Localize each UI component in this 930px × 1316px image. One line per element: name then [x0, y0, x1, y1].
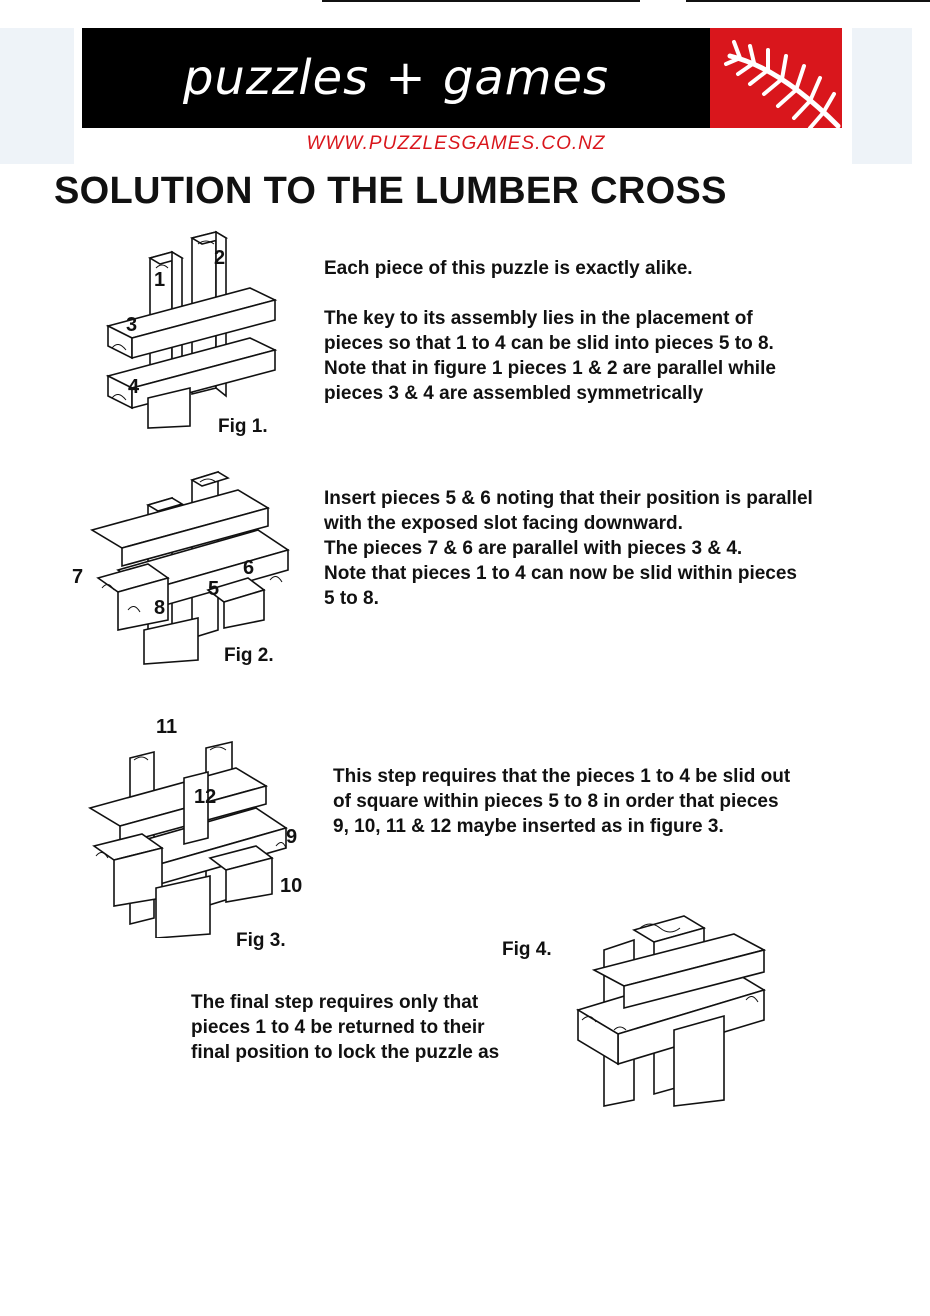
- step4-line: pieces 1 to 4 be returned to their: [191, 1017, 485, 1038]
- fig1-caption: Fig 1.: [218, 416, 268, 437]
- website-url[interactable]: WWW.PUZZLESGAMES.CO.NZ: [306, 133, 606, 154]
- top-rule-right: [686, 0, 930, 2]
- step1-text: [324, 256, 884, 406]
- fig3-label-12: 12: [194, 786, 217, 808]
- fig3-caption: Fig 3.: [236, 930, 286, 951]
- fig3-label-9: 9: [286, 826, 298, 848]
- step2-line: 5 to 8.: [324, 588, 379, 609]
- figure-2-diagram: [88, 460, 298, 665]
- fig4-caption: Fig 4.: [502, 939, 552, 960]
- step2-line: with the exposed slot facing downward.: [324, 513, 683, 534]
- fig1-label-1: 1: [154, 269, 166, 291]
- fig3-label-10: 10: [280, 875, 303, 897]
- brand-banner: [82, 28, 710, 128]
- page-title: SOLUTION TO THE LUMBER CROSS: [54, 170, 727, 212]
- step1-line: pieces 3 & 4 are assembled symmetrically: [324, 383, 704, 404]
- fig2-label-7: 7: [72, 566, 84, 588]
- step1-intro: Each piece of this puzzle is exactly alike.: [324, 258, 693, 279]
- fig2-label-8: 8: [154, 597, 166, 619]
- step2-text: [324, 486, 914, 611]
- step2-line: The pieces 7 & 6 are parallel with pieces 3 & 4.: [324, 538, 743, 559]
- step1-line: pieces so that 1 to 4 can be slid into pieces 5 to 8.: [324, 333, 774, 354]
- fern-logo: [710, 28, 842, 128]
- step2-line: Note that pieces 1 to 4 can now be slid within pieces: [324, 563, 797, 584]
- fig1-label-3: 3: [126, 314, 138, 336]
- fig1-label-4: 4: [128, 376, 140, 398]
- step4-line: final position to lock the puzzle as: [191, 1042, 500, 1063]
- step1-line: Note that in figure 1 pieces 1 & 2 are parallel while: [324, 358, 776, 379]
- step4-line: The final step requires only that: [191, 992, 479, 1013]
- fig2-label-5: 5: [208, 578, 220, 600]
- step3-text: [333, 764, 893, 839]
- fern-icon: [710, 28, 842, 128]
- step3-line: 9, 10, 11 & 12 maybe inserted as in figure 3.: [333, 816, 724, 837]
- step3-line: This step requires that the pieces 1 to 4 be slid out: [333, 766, 791, 787]
- fig2-label-6: 6: [243, 557, 255, 579]
- figure-4-diagram: [574, 910, 774, 1110]
- top-rule-left: [322, 0, 640, 2]
- figure-3-diagram: [86, 738, 296, 938]
- step1-line: The key to its assembly lies in the placement of: [324, 308, 753, 329]
- brand-name: puzzles + games: [182, 50, 610, 106]
- step3-line: of square within pieces 5 to 8 in order that pieces: [333, 791, 779, 812]
- fig1-label-2: 2: [214, 247, 226, 269]
- fig3-label-11: 11: [156, 716, 178, 738]
- step4-text: [191, 990, 571, 1065]
- fig2-caption: Fig 2.: [224, 645, 274, 666]
- step2-line: Insert pieces 5 & 6 noting that their position is parallel: [324, 488, 813, 509]
